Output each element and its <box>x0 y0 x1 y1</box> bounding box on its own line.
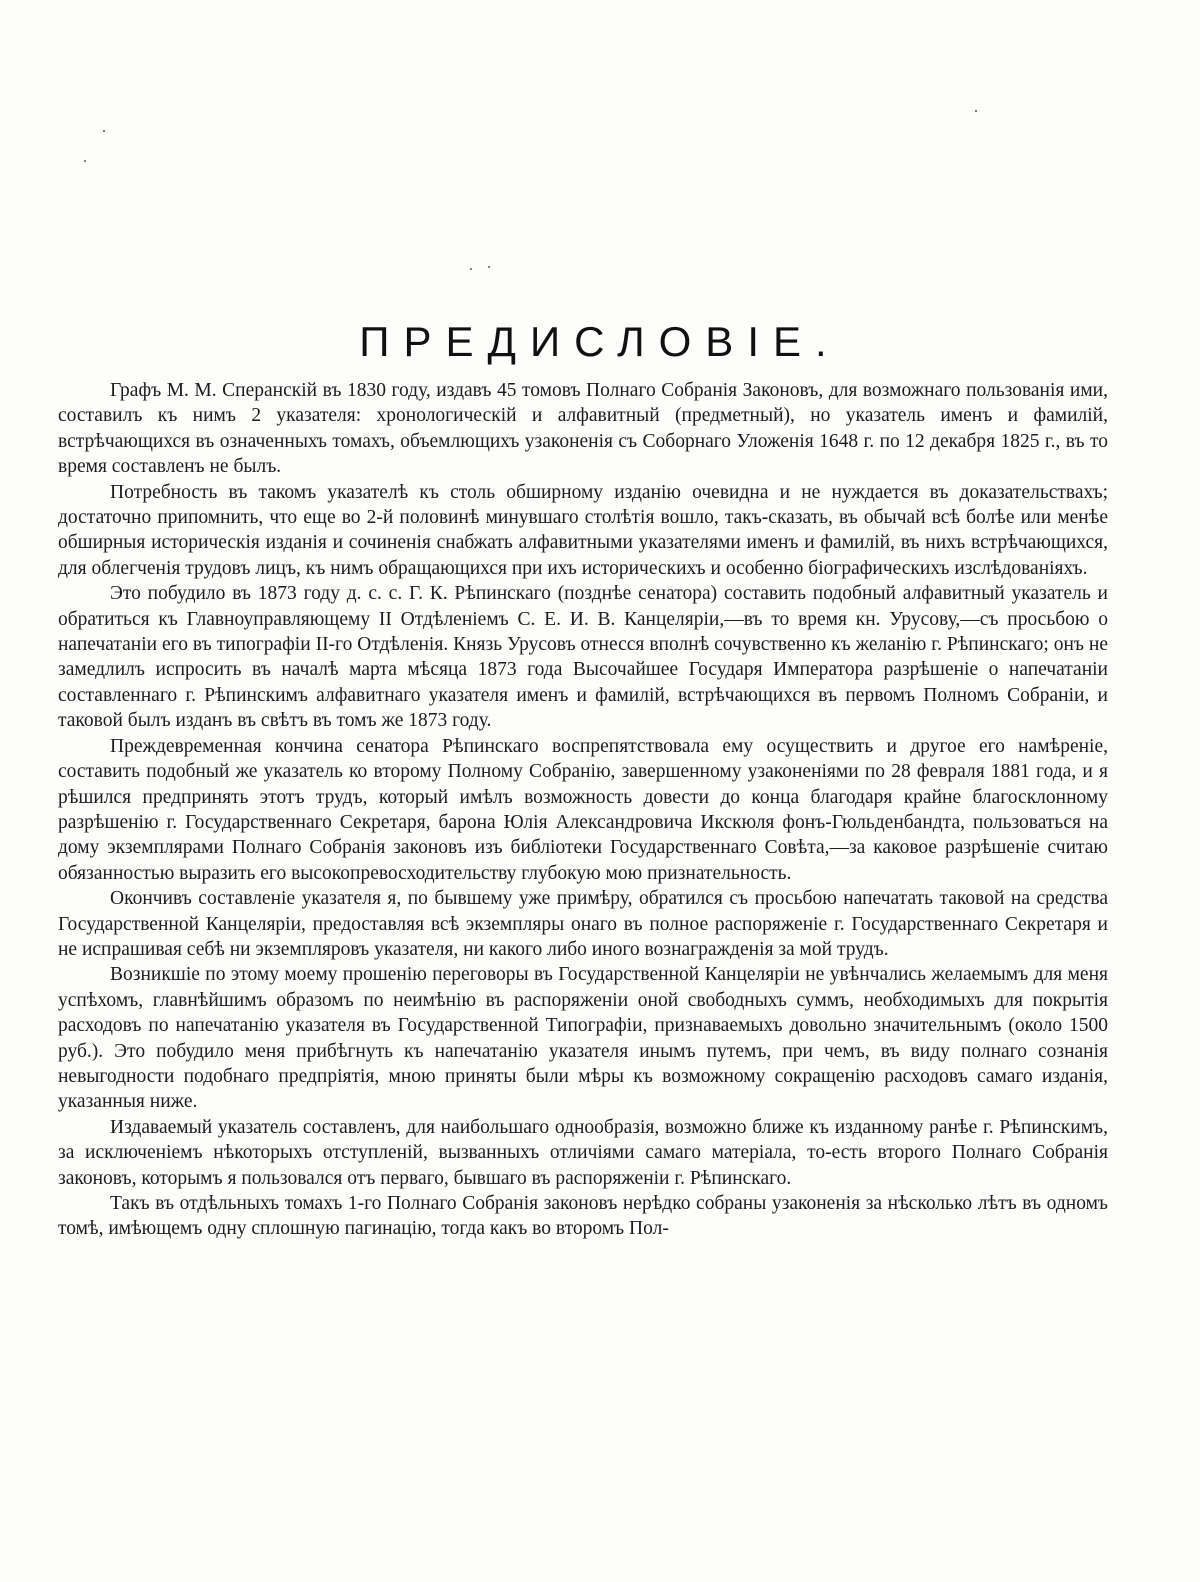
paragraph: Возникшіе по этому моему прошенію переговоры въ Государственной Канцеляріи не увѣнчались желаемымъ для меня успѣхомъ, главнѣйшимъ образомъ по неимѣнію въ распоряженіи оной свободныхъ суммъ, необходимыхъ для покрытія расходовъ по напечатанію указателя въ Государственной Типографіи, признаваемыхъ довольно значительнымъ (около 1500 руб.). Это побудило меня прибѣгнуть къ напечатанію указателя инымъ путемъ, при чемъ, въ виду полнаго сознанія невыгодности подобнаго предпріятія, мною приняты были мѣры къ возможному сокращенію расходовъ самаго изданія, указанныя ниже. <box>58 964 1108 1113</box>
paragraph: Преждевременная кончина сенатора Рѣпинскаго воспрепятствовала ему осуществить и другое его намѣреніе, составить подобный же указатель ко второму Полному Собранію, завершенному узаконеніями по 28 февраля 1881 года, и я рѣшился предпринять этотъ трудъ, который имѣлъ возможность довести до конца благодаря крайне благосклонному разрѣшенію г. Государственнаго Секретаря, барона Юлія Александровича Икскюля фонъ-Гюльденбандта, пользоваться на дому экземплярами Полнаго Собранія законовъ изъ библіотеки Государственнаго Совѣта,—за каковое разрѣшеніе считаю обязанностью выразить его высокопревосходительству глубокую мою признательность. <box>58 735 1108 884</box>
preface-body <box>58 378 1108 1242</box>
print-speck <box>84 160 86 162</box>
print-speck <box>488 266 490 268</box>
paragraph: Потребность въ такомъ указателѣ къ столь обширному изданію очевидна и не нуждается въ доказательствахъ; достаточно припомнить, что еще во 2-й половинѣ минувшаго столѣтія вошло, такъ-сказать, въ обычай всѣ болѣе или менѣе обширныя историческія изданія и сочиненія снабжать алфавитными указателями именъ и фамилій, въ нихъ встрѣчающихся, для облегченія трудовъ лицъ, къ нимъ обращающихся при ихъ историческихъ и особенно біографическихъ изслѣдованіяхъ. <box>58 481 1108 579</box>
print-speck <box>470 268 472 270</box>
paragraph: Это побудило въ 1873 году д. с. с. Г. К. Рѣпинскаго (позднѣе сенатора) составить подобный алфавитный указатель и обратиться къ Главноуправляющему II Отдѣленіемъ С. Е. И. В. Канцеляріи,—въ то время кн. Урусову,—съ просьбою о напечатаніи его въ типографіи II-го Отдѣленія. Князь Урусовъ отнесся вполнѣ сочувственно къ желанію г. Рѣпинскаго; онъ не замедлилъ испросить въ началѣ марта мѣсяца 1873 года Высочайшее Государя Императора разрѣшеніе о напечатаніи составленнаго г. Рѣпинскимъ алфавитнаго указателя именъ и фамилій, встрѣчающихся въ первомъ Полномъ Собраніи, и таковой былъ изданъ въ свѣтъ въ томъ же 1873 году. <box>58 583 1108 732</box>
paragraph: Окончивъ составленіе указателя я, по бывшему уже примѣру, обратился съ просьбою напечатать таковой на средства Государственной Канцеляріи, предоставляя всѣ экземпляры онаго въ полное распоряженіе г. Государственнаго Секретаря и не испрашивая себѣ ни экземпляровъ указателя, ни какого либо иного вознагражденія за мой трудъ. <box>58 888 1108 960</box>
paragraph: Издаваемый указатель составленъ, для наибольшаго однообразія, возможно ближе къ изданному ранѣе г. Рѣпинскимъ, за исключеніемъ нѣкоторыхъ отступленій, вызванныхъ отличіями самаго матеріала, то-есть второго Полнаго Собранія законовъ, которымъ я пользовался отъ перваго, бывшаго въ распоряженіи г. Рѣпинскаго. <box>58 1116 1108 1189</box>
paragraph: Такъ въ отдѣльныхъ томахъ 1-го Полнаго Собранія законовъ нерѣдко собраны узаконенія за нѣсколько лѣтъ въ одномъ томѣ, имѣющемъ одну сплошную пагинацію, тогда какъ во второмъ Пол- <box>58 1193 1108 1240</box>
print-speck <box>103 130 105 132</box>
page-title: ПРЕДИСЛОВІЕ. <box>359 318 841 366</box>
print-speck <box>975 110 977 112</box>
paragraph: Графъ М. М. Сперанскій въ 1830 году, издавъ 45 томовъ Полнаго Собранія Законовъ, для возможнаго пользованія ими, составилъ къ нимъ 2 указателя: хронологическій и алфавитный (предметный), но указатель именъ и фамилій, встрѣчающихся въ означенныхъ томахъ, объемлющихъ узаконенія съ Соборнаго Уложенія 1648 г. по 12 декабря 1825 г., въ то время составленъ не былъ. <box>58 380 1108 478</box>
